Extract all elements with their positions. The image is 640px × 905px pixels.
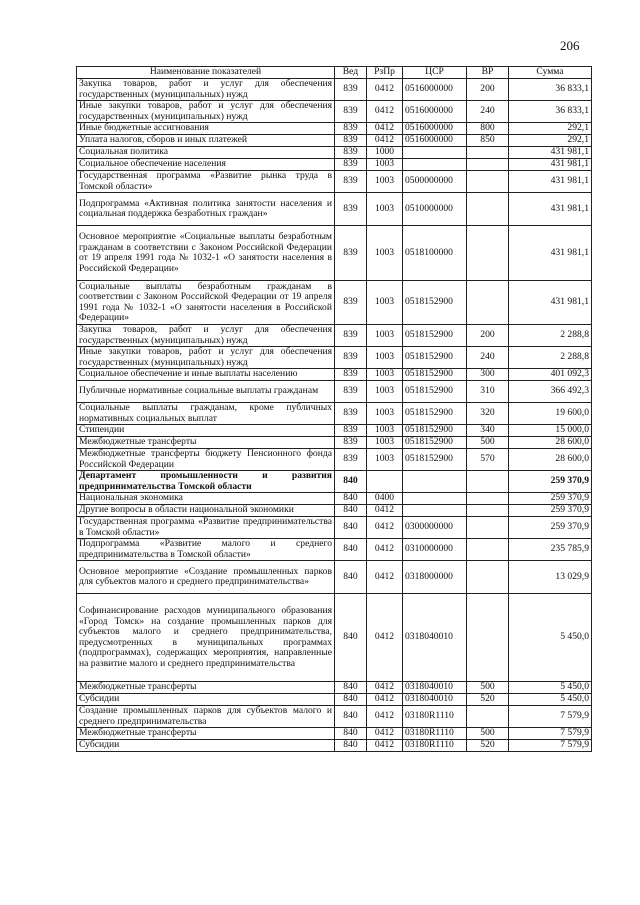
cell-ved: 839 bbox=[335, 369, 367, 381]
cell-vr bbox=[467, 159, 509, 171]
cell-vr: 800 bbox=[467, 123, 509, 135]
table-row bbox=[77, 517, 592, 539]
cell-rzpr: 1003 bbox=[367, 281, 403, 325]
table-row bbox=[77, 437, 592, 449]
cell-ved: 839 bbox=[335, 226, 367, 281]
cell-name: Межбюджетные трансферты бюджету Пенсионного фонда Российской Федерации bbox=[77, 449, 335, 471]
cell-name: Департамент промышленности и развития предпринимательства Томской области bbox=[77, 471, 335, 493]
cell-name: Государственная программа «Развитие предпринимательства в Томской области» bbox=[77, 517, 335, 539]
cell-vr: 200 bbox=[467, 79, 509, 101]
cell-sum: 28 600,0 bbox=[509, 437, 592, 449]
header-vr: ВР bbox=[467, 67, 509, 79]
cell-name: Социальные выплаты безработным гражданам в соответствии с Законом Российской Федерации от 19 апреля 1991 года № 1032-1 «О занятости населения в Российской Федерации» bbox=[77, 281, 335, 325]
cell-rzpr: 1003 bbox=[367, 449, 403, 471]
cell-name: Социальные выплаты гражданам, кроме публичных нормативных социальных выплат bbox=[77, 403, 335, 425]
cell-sum: 36 833,1 bbox=[509, 79, 592, 101]
cell-sum: 5 450,0 bbox=[509, 682, 592, 694]
table-row bbox=[77, 147, 592, 159]
cell-csr: 0310000000 bbox=[403, 539, 467, 561]
cell-name: Публичные нормативные социальные выплаты гражданам bbox=[77, 381, 335, 403]
cell-ved: 839 bbox=[335, 101, 367, 123]
cell-csr: 0516000000 bbox=[403, 101, 467, 123]
cell-ved: 839 bbox=[335, 135, 367, 147]
cell-sum: 15 000,0 bbox=[509, 425, 592, 437]
cell-rzpr: 1003 bbox=[367, 425, 403, 437]
cell-csr bbox=[403, 471, 467, 493]
table-row bbox=[77, 505, 592, 517]
cell-name: Национальная экономика bbox=[77, 493, 335, 505]
cell-name: Подпрограмма «Активная политика занятости населения и социальная поддержка безработных граждан» bbox=[77, 193, 335, 226]
cell-vr: 850 bbox=[467, 135, 509, 147]
cell-ved: 839 bbox=[335, 449, 367, 471]
cell-rzpr: 0412 bbox=[367, 682, 403, 694]
cell-ved: 840 bbox=[335, 517, 367, 539]
cell-csr bbox=[403, 493, 467, 505]
cell-rzpr: 0412 bbox=[367, 594, 403, 682]
cell-vr: 520 bbox=[467, 740, 509, 752]
cell-csr: 0518152900 bbox=[403, 325, 467, 347]
cell-rzpr: 1003 bbox=[367, 347, 403, 369]
cell-csr: 03180R1110 bbox=[403, 728, 467, 740]
cell-sum: 431 981,1 bbox=[509, 147, 592, 159]
cell-ved: 839 bbox=[335, 159, 367, 171]
cell-sum: 235 785,9 bbox=[509, 539, 592, 561]
cell-csr: 0518100000 bbox=[403, 226, 467, 281]
table-row bbox=[77, 728, 592, 740]
cell-rzpr: 1003 bbox=[367, 369, 403, 381]
cell-ved: 839 bbox=[335, 147, 367, 159]
cell-ved: 840 bbox=[335, 594, 367, 682]
table-row bbox=[77, 135, 592, 147]
cell-name: Межбюджетные трансферты bbox=[77, 437, 335, 449]
cell-name: Государственная программа «Развитие рынка труда в Томской области» bbox=[77, 171, 335, 193]
cell-csr: 03180R1110 bbox=[403, 706, 467, 728]
cell-vr bbox=[467, 493, 509, 505]
cell-ved: 839 bbox=[335, 325, 367, 347]
cell-ved: 839 bbox=[335, 79, 367, 101]
cell-csr: 0318040010 bbox=[403, 694, 467, 706]
table-row bbox=[77, 281, 592, 325]
cell-vr bbox=[467, 226, 509, 281]
cell-sum: 7 579,9 bbox=[509, 728, 592, 740]
cell-ved: 839 bbox=[335, 347, 367, 369]
cell-sum: 259 370,9 bbox=[509, 493, 592, 505]
cell-sum: 5 450,0 bbox=[509, 594, 592, 682]
cell-sum: 431 981,1 bbox=[509, 159, 592, 171]
cell-ved: 840 bbox=[335, 694, 367, 706]
table-row bbox=[77, 79, 592, 101]
cell-csr: 0518152900 bbox=[403, 437, 467, 449]
table-row bbox=[77, 403, 592, 425]
cell-vr bbox=[467, 561, 509, 594]
table-row bbox=[77, 493, 592, 505]
cell-ved: 839 bbox=[335, 403, 367, 425]
cell-rzpr: 0412 bbox=[367, 101, 403, 123]
table-row bbox=[77, 193, 592, 226]
cell-ved: 840 bbox=[335, 539, 367, 561]
cell-sum: 7 579,9 bbox=[509, 706, 592, 728]
cell-sum: 259 370,9 bbox=[509, 517, 592, 539]
cell-vr bbox=[467, 539, 509, 561]
table-row bbox=[77, 449, 592, 471]
cell-vr bbox=[467, 171, 509, 193]
cell-vr: 500 bbox=[467, 437, 509, 449]
cell-csr: 0518152900 bbox=[403, 347, 467, 369]
cell-sum: 431 981,1 bbox=[509, 226, 592, 281]
cell-vr bbox=[467, 594, 509, 682]
cell-ved: 840 bbox=[335, 682, 367, 694]
header-ved: Вед bbox=[335, 67, 367, 79]
cell-csr: 0518152900 bbox=[403, 425, 467, 437]
cell-name: Подпрограмма «Развитие малого и среднего предпринимательства в Томской области» bbox=[77, 539, 335, 561]
cell-sum: 2 288,8 bbox=[509, 325, 592, 347]
cell-ved: 840 bbox=[335, 706, 367, 728]
cell-csr bbox=[403, 159, 467, 171]
table-row bbox=[77, 369, 592, 381]
cell-vr: 340 bbox=[467, 425, 509, 437]
cell-rzpr: 0400 bbox=[367, 493, 403, 505]
cell-vr bbox=[467, 471, 509, 493]
cell-name: Иные бюджетные ассигнования bbox=[77, 123, 335, 135]
table-row bbox=[77, 706, 592, 728]
cell-csr: 0318040010 bbox=[403, 682, 467, 694]
table-row bbox=[77, 594, 592, 682]
cell-sum: 431 981,1 bbox=[509, 171, 592, 193]
cell-ved: 839 bbox=[335, 381, 367, 403]
cell-vr bbox=[467, 281, 509, 325]
cell-name: Иные закупки товаров, работ и услуг для обеспечения государственных (муниципальных) нужд bbox=[77, 101, 335, 123]
cell-vr: 310 bbox=[467, 381, 509, 403]
cell-sum: 401 092,3 bbox=[509, 369, 592, 381]
cell-name: Основное мероприятие «Социальные выплаты безработным гражданам в соответствии с Законом Российской Федерации от 19 апреля 1991 года № 1032-1 «О занятости населения в Российской Федерации» bbox=[77, 226, 335, 281]
cell-csr: 03180R1110 bbox=[403, 740, 467, 752]
table-body bbox=[77, 79, 592, 752]
cell-ved: 839 bbox=[335, 123, 367, 135]
cell-csr: 0518152900 bbox=[403, 281, 467, 325]
cell-csr bbox=[403, 147, 467, 159]
cell-csr bbox=[403, 505, 467, 517]
cell-sum: 5 450,0 bbox=[509, 694, 592, 706]
cell-sum: 19 600,0 bbox=[509, 403, 592, 425]
page-number: 206 bbox=[560, 38, 580, 53]
cell-ved: 840 bbox=[335, 505, 367, 517]
cell-sum: 431 981,1 bbox=[509, 281, 592, 325]
table-row bbox=[77, 171, 592, 193]
cell-sum: 36 833,1 bbox=[509, 101, 592, 123]
cell-rzpr: 1003 bbox=[367, 193, 403, 226]
cell-csr: 0518152900 bbox=[403, 369, 467, 381]
cell-vr: 500 bbox=[467, 682, 509, 694]
cell-ved: 840 bbox=[335, 471, 367, 493]
cell-vr: 300 bbox=[467, 369, 509, 381]
cell-vr: 570 bbox=[467, 449, 509, 471]
cell-rzpr: 0412 bbox=[367, 728, 403, 740]
cell-rzpr: 1003 bbox=[367, 381, 403, 403]
cell-vr: 500 bbox=[467, 728, 509, 740]
cell-vr bbox=[467, 147, 509, 159]
cell-rzpr: 0412 bbox=[367, 706, 403, 728]
cell-ved: 839 bbox=[335, 281, 367, 325]
cell-sum: 259 370,9 bbox=[509, 505, 592, 517]
cell-vr: 520 bbox=[467, 694, 509, 706]
cell-csr: 0518152900 bbox=[403, 381, 467, 403]
cell-sum: 7 579,9 bbox=[509, 740, 592, 752]
cell-ved: 839 bbox=[335, 437, 367, 449]
table-row bbox=[77, 561, 592, 594]
table-row bbox=[77, 101, 592, 123]
table-row bbox=[77, 325, 592, 347]
cell-vr bbox=[467, 706, 509, 728]
cell-csr: 0516000000 bbox=[403, 79, 467, 101]
cell-name: Стипендии bbox=[77, 425, 335, 437]
cell-rzpr: 0412 bbox=[367, 517, 403, 539]
cell-sum: 28 600,0 bbox=[509, 449, 592, 471]
table-row bbox=[77, 425, 592, 437]
table-row bbox=[77, 226, 592, 281]
cell-csr: 0300000000 bbox=[403, 517, 467, 539]
cell-sum: 2 288,8 bbox=[509, 347, 592, 369]
table-row bbox=[77, 471, 592, 493]
cell-name: Закупка товаров, работ и услуг для обеспечения государственных (муниципальных) нужд bbox=[77, 79, 335, 101]
header-csr: ЦСР bbox=[403, 67, 467, 79]
cell-rzpr: 1003 bbox=[367, 171, 403, 193]
cell-csr: 0516000000 bbox=[403, 135, 467, 147]
cell-name: Другие вопросы в области национальной экономики bbox=[77, 505, 335, 517]
cell-name: Социальное обеспечение и иные выплаты населению bbox=[77, 369, 335, 381]
cell-rzpr: 0412 bbox=[367, 505, 403, 517]
cell-ved: 839 bbox=[335, 425, 367, 437]
cell-vr: 240 bbox=[467, 347, 509, 369]
cell-name: Межбюджетные трансферты bbox=[77, 682, 335, 694]
cell-name: Закупка товаров, работ и услуг для обеспечения государственных (муниципальных) нужд bbox=[77, 325, 335, 347]
cell-name: Субсидии bbox=[77, 740, 335, 752]
cell-vr bbox=[467, 505, 509, 517]
cell-name: Иные закупки товаров, работ и услуг для обеспечения государственных (муниципальных) нужд bbox=[77, 347, 335, 369]
cell-sum: 292,1 bbox=[509, 123, 592, 135]
cell-sum: 259 370,9 bbox=[509, 471, 592, 493]
cell-rzpr: 0412 bbox=[367, 79, 403, 101]
cell-rzpr: 1003 bbox=[367, 403, 403, 425]
cell-ved: 839 bbox=[335, 171, 367, 193]
cell-ved: 840 bbox=[335, 561, 367, 594]
cell-name: Софинансирование расходов муниципального образования «Город Томск» на создание промышленных парков для субъектов малого и среднего предпринимательства, предусмотренных в муниципальных программах (подпрограммах), содержащих мероприятия, направленные на развитие малого и среднего предпринимательства bbox=[77, 594, 335, 682]
cell-sum: 13 029,9 bbox=[509, 561, 592, 594]
cell-rzpr: 0412 bbox=[367, 740, 403, 752]
cell-rzpr: 1003 bbox=[367, 159, 403, 171]
cell-csr: 0500000000 bbox=[403, 171, 467, 193]
cell-sum: 292,1 bbox=[509, 135, 592, 147]
cell-vr: 320 bbox=[467, 403, 509, 425]
cell-rzpr: 0412 bbox=[367, 135, 403, 147]
cell-name: Социальное обеспечение населения bbox=[77, 159, 335, 171]
cell-name: Межбюджетные трансферты bbox=[77, 728, 335, 740]
cell-csr: 0518152900 bbox=[403, 403, 467, 425]
cell-rzpr: 1003 bbox=[367, 437, 403, 449]
cell-name: Социальная политика bbox=[77, 147, 335, 159]
table-row bbox=[77, 123, 592, 135]
cell-rzpr: 0412 bbox=[367, 561, 403, 594]
table-row bbox=[77, 347, 592, 369]
cell-name: Основное мероприятие «Создание промышленных парков для субъектов малого и среднего предпринимательства» bbox=[77, 561, 335, 594]
cell-csr: 0318000000 bbox=[403, 561, 467, 594]
cell-csr: 0518152900 bbox=[403, 449, 467, 471]
cell-sum: 431 981,1 bbox=[509, 193, 592, 226]
cell-vr: 240 bbox=[467, 101, 509, 123]
cell-name: Субсидии bbox=[77, 694, 335, 706]
budget-table bbox=[76, 66, 592, 752]
cell-vr bbox=[467, 517, 509, 539]
table-row bbox=[77, 539, 592, 561]
cell-ved: 839 bbox=[335, 193, 367, 226]
cell-ved: 840 bbox=[335, 728, 367, 740]
cell-ved: 840 bbox=[335, 740, 367, 752]
cell-rzpr bbox=[367, 471, 403, 493]
table-row bbox=[77, 694, 592, 706]
header-rzpr: РзПр bbox=[367, 67, 403, 79]
header-sum: Сумма bbox=[509, 67, 592, 79]
cell-csr: 0510000000 bbox=[403, 193, 467, 226]
cell-vr: 200 bbox=[467, 325, 509, 347]
cell-rzpr: 0412 bbox=[367, 539, 403, 561]
cell-rzpr: 1000 bbox=[367, 147, 403, 159]
table-row bbox=[77, 159, 592, 171]
cell-ved: 840 bbox=[335, 493, 367, 505]
header-name: Наименование показателей bbox=[77, 67, 335, 79]
table-header-row bbox=[77, 67, 592, 79]
cell-csr: 0318040010 bbox=[403, 594, 467, 682]
cell-sum: 366 492,3 bbox=[509, 381, 592, 403]
cell-rzpr: 1003 bbox=[367, 226, 403, 281]
cell-rzpr: 0412 bbox=[367, 123, 403, 135]
cell-name: Уплата налогов, сборов и иных платежей bbox=[77, 135, 335, 147]
cell-name: Создание промышленных парков для субъектов малого и среднего предпринимательства bbox=[77, 706, 335, 728]
table-row bbox=[77, 381, 592, 403]
cell-csr: 0516000000 bbox=[403, 123, 467, 135]
cell-vr bbox=[467, 193, 509, 226]
table-row bbox=[77, 740, 592, 752]
table-row bbox=[77, 682, 592, 694]
cell-rzpr: 0412 bbox=[367, 694, 403, 706]
cell-rzpr: 1003 bbox=[367, 325, 403, 347]
